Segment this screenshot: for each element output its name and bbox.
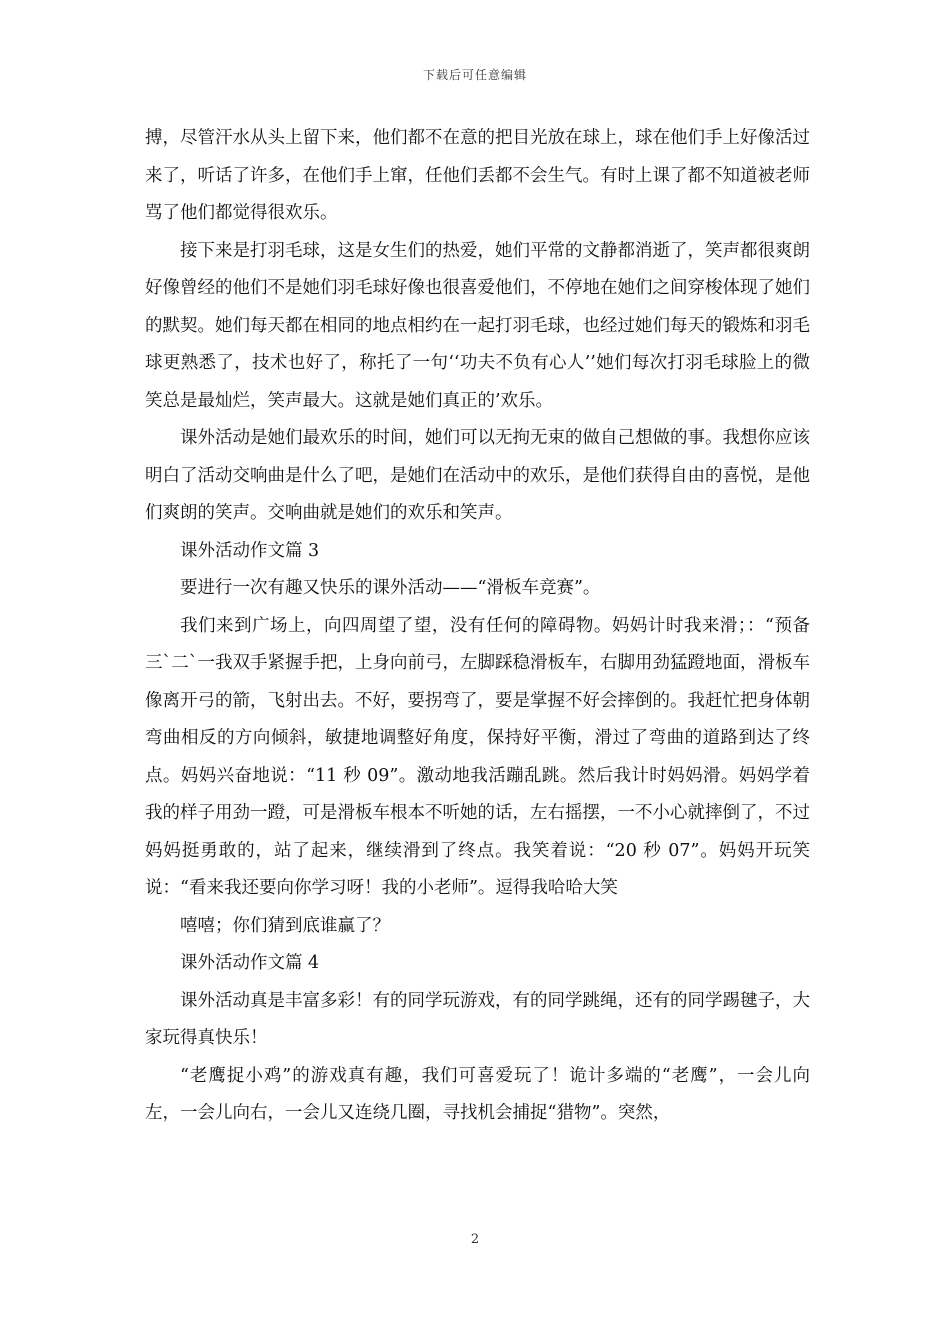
paragraph: 课外活动真是丰富多彩！有的同学玩游戏，有的同学跳绳，还有的同学踢毽子，大家玩得真快乐！ bbox=[145, 990, 810, 1048]
page-number: 2 bbox=[470, 1232, 480, 1247]
paragraph: “老鹰捉小鸡”的游戏真有趣，我们可喜爱玩了！诡计多端的“老鹰”，一会儿向左，一会儿向右，一会儿又连绕几圈，寻找机会捕捉“猎物”。突然， bbox=[145, 1065, 810, 1123]
paragraph: 嘻嘻；你们猜到底谁赢了？ bbox=[180, 915, 390, 936]
page-header: 下载后可任意编辑 bbox=[422, 68, 527, 82]
paragraph: 搏，尽管汗水从头上留下来，他们都不在意的把目光放在球上，球在他们手上好像活过来了，听话了许多，在他们手上窜，任他们丢都不会生气。有时上课了都不知道被老师骂了他们都觉得很欢乐。 bbox=[145, 128, 810, 223]
section-heading: 课外活动作文篇 3 bbox=[180, 540, 320, 561]
paragraph: 课外活动是她们最欢乐的时间，她们可以无拘无束的做自己想做的事。我想你应该明白了活动交响曲是什么了吧，是她们在活动中的欢乐，是他们获得自由的喜悦，是他们爽朗的笑声。交响曲就是她们的欢乐和笑声。 bbox=[145, 428, 810, 523]
paragraph: 我们来到广场上，向四周望了望，没有任何的障碍物。妈妈计时我来滑；：“预备三`二`一我双手紧握手把，上身向前弓，左脚踩稳滑板车，右脚用劲猛蹬地面，滑板车像离开弓的箭，飞射出去。不好，要拐弯了，要是掌握不好会摔倒的。我赶忙把身体朝弯曲相反的方向倾斜，敏捷地调整好角度，保持好平衡，滑过了弯曲的道路到达了终点。妈妈兴奋地说：“11 秒 09”。激动地我活蹦乱跳。然后我计时妈妈滑。妈妈学着我的样子用劲一蹬，可是滑板车根本不听她的话，左右摇摆，一不小心就摔倒了，不过妈妈挺勇敢的，站了起来，继续滑到了终点。我笑着说：“20 秒 07”。妈妈开玩笑说：“看来我还要向你学习呀！我的小老师”。逗得我哈哈大笑 bbox=[145, 615, 810, 898]
section-heading: 课外活动作文篇 4 bbox=[180, 953, 320, 973]
paragraph: 接下来是打羽毛球，这是女生们的热爱，她们平常的文静都消逝了，笑声都很爽朗好像曾经的他们不是她们羽毛球好像也很喜爱他们，不停地在她们之间穿梭体现了她们的默契。她们每天都在相同的地点相约在一起打羽毛球，也经过她们每天的锻炼和羽毛球更熟悉了，技术也好了，称托了一句‘‘功夫不负有心人’’她们每次打羽毛球脸上的微笑总是最灿烂，笑声最大。这就是她们真正的’欢乐。 bbox=[145, 240, 810, 411]
document-body bbox=[145, 120, 810, 1133]
paragraph: 要进行一次有趣又快乐的课外活动——“滑板车竞赛”。 bbox=[180, 578, 601, 598]
